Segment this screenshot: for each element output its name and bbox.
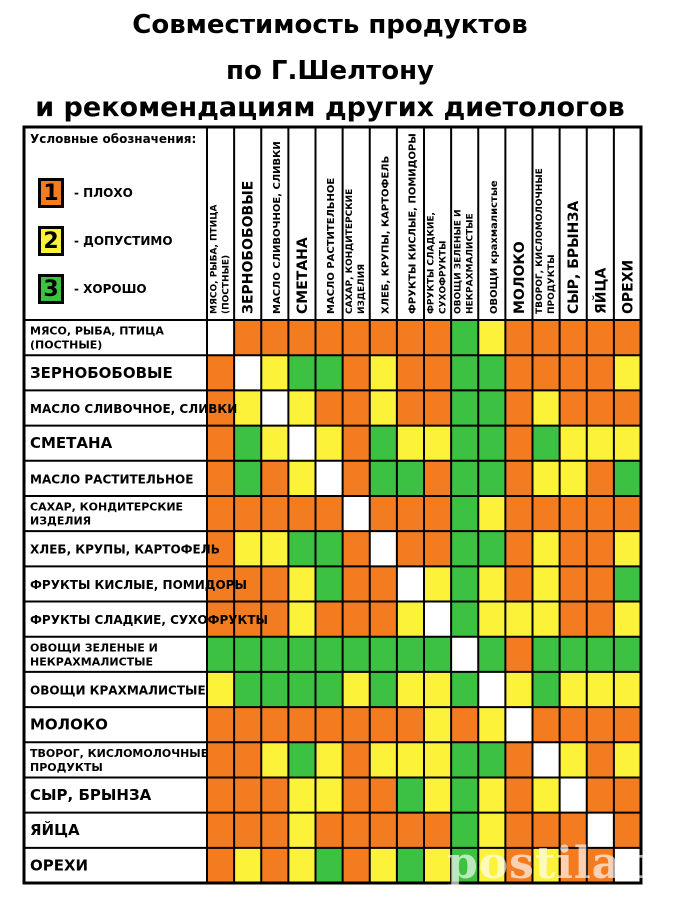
cell-r13-c14 [560, 742, 587, 777]
cell-r6-c3 [261, 496, 288, 531]
column-label-text: МОЛОКО [511, 241, 528, 314]
cell-r12-c4 [288, 707, 315, 742]
cell-r7-c4 [288, 531, 315, 566]
cell-r16-c3 [261, 848, 288, 883]
cell-r10-c2 [234, 637, 261, 672]
column-label-text: ЯЙЦА [593, 267, 610, 314]
cell-r7-c9 [424, 531, 451, 566]
cell-r10-c13 [533, 637, 560, 672]
cell-r1-c5 [316, 320, 343, 355]
cell-r12-c15 [587, 707, 614, 742]
cell-r14-c16 [614, 777, 641, 812]
cell-r11-c7 [370, 672, 397, 707]
cell-r1-c13 [533, 320, 560, 355]
cell-r7-c11 [478, 531, 505, 566]
cell-r8-c7 [370, 566, 397, 601]
column-label [380, 156, 391, 314]
cell-r4-c9 [424, 426, 451, 461]
cell-r8-c3 [261, 566, 288, 601]
row-label: ТВОРОГ, КИСЛОМОЛОЧНЫЕ ПРОДУКТЫ [30, 746, 209, 774]
cell-r11-c14 [560, 672, 587, 707]
cell-r5-c4 [288, 461, 315, 496]
cell-r5-c14 [560, 461, 587, 496]
cell-r1-c10 [451, 320, 478, 355]
cell-r6-c10 [451, 496, 478, 531]
cell-r1-c12 [505, 320, 532, 355]
cell-r2-c5 [316, 355, 343, 390]
cell-r13-c11 [478, 742, 505, 777]
cell-r8-c5 [316, 566, 343, 601]
cell-r6-c16 [614, 496, 641, 531]
cell-r1-c8 [397, 320, 424, 355]
cell-r9-c10 [451, 602, 478, 637]
cell-r15-c5 [316, 813, 343, 848]
legend-label-1: - ПЛОХО [74, 186, 133, 200]
cell-r12-c1 [207, 707, 234, 742]
cell-r5-c3 [261, 461, 288, 496]
column-label [295, 237, 311, 314]
cell-r9-c5 [316, 602, 343, 637]
cell-r8-c4 [288, 566, 315, 601]
cell-r5-c16 [614, 461, 641, 496]
cell-r16-c8 [397, 848, 424, 883]
cell-r12-c13 [533, 707, 560, 742]
cell-r5-c12 [505, 461, 532, 496]
row-label: ОВОЩИ ЗЕЛЕНЫЕ И НЕКРАХМАЛИСТЫЕ [30, 641, 158, 669]
legend-item-good [38, 272, 147, 306]
cell-r4-c14 [560, 426, 587, 461]
cell-r4-c15 [587, 426, 614, 461]
cell-r13-c1 [207, 742, 234, 777]
cell-r13-c15 [587, 742, 614, 777]
cell-r3-c6 [343, 390, 370, 425]
column-label [210, 204, 232, 314]
column-label [566, 201, 582, 314]
cell-r12-c14 [560, 707, 587, 742]
column-label-text: МЯСО, РЫБА, ПТИЦА (ПОСТНЫЕ) [209, 204, 232, 314]
cell-r9-c6 [343, 602, 370, 637]
cell-r10-c8 [397, 637, 424, 672]
cell-r9-c4 [288, 602, 315, 637]
cell-r14-c8 [397, 777, 424, 812]
column-label [241, 181, 257, 314]
cell-r12-c16 [614, 707, 641, 742]
cell-r11-c5 [316, 672, 343, 707]
cell-r7-c5 [316, 531, 343, 566]
cell-r4-c4 [288, 426, 315, 461]
cell-r13-c12 [505, 742, 532, 777]
cell-r3-c16 [614, 390, 641, 425]
cell-r11-c10 [451, 672, 478, 707]
cell-r16-c1 [207, 848, 234, 883]
cell-r2-c16 [614, 355, 641, 390]
column-label [489, 180, 500, 314]
cell-r1-c6 [343, 320, 370, 355]
column-label-text: ФРУКТЫ СЛАДКИЕ, СУХОФРУКТЫ [426, 212, 449, 314]
cell-r11-c6 [343, 672, 370, 707]
cell-r13-c2 [234, 742, 261, 777]
column-label [272, 141, 283, 314]
cell-r10-c3 [261, 637, 288, 672]
cell-r2-c7 [370, 355, 397, 390]
cell-r1-c15 [587, 320, 614, 355]
cell-r16-c6 [343, 848, 370, 883]
cell-r14-c13 [533, 777, 560, 812]
row-label: СЫР, БРЫНЗА [30, 786, 152, 805]
cell-r12-c3 [261, 707, 288, 742]
cell-r3-c2 [234, 390, 261, 425]
cell-r2-c14 [560, 355, 587, 390]
cell-r9-c9 [424, 602, 451, 637]
cell-r6-c11 [478, 496, 505, 531]
cell-r13-c8 [397, 742, 424, 777]
cell-r6-c1 [207, 496, 234, 531]
cell-r10-c6 [343, 637, 370, 672]
cell-r3-c15 [587, 390, 614, 425]
column-label [427, 212, 449, 314]
cell-r11-c2 [234, 672, 261, 707]
cell-r14-c14 [560, 777, 587, 812]
cell-r8-c15 [587, 566, 614, 601]
cell-r13-c10 [451, 742, 478, 777]
cell-r10-c10 [451, 637, 478, 672]
legend-swatch-1: 1 [38, 178, 64, 208]
cell-r8-c10 [451, 566, 478, 601]
cell-r16-c7 [370, 848, 397, 883]
cell-r5-c7 [370, 461, 397, 496]
cell-r7-c12 [505, 531, 532, 566]
cell-r16-c2 [234, 848, 261, 883]
cell-r2-c6 [343, 355, 370, 390]
cell-r15-c8 [397, 813, 424, 848]
cell-r1-c14 [560, 320, 587, 355]
cell-r9-c14 [560, 602, 587, 637]
cell-r14-c9 [424, 777, 451, 812]
legend-item-bad [38, 176, 133, 210]
cell-r16-c5 [316, 848, 343, 883]
cell-r1-c7 [370, 320, 397, 355]
watermark: postila.ru [447, 838, 695, 889]
legend-swatch-3: 3 [38, 274, 64, 304]
cell-r4-c8 [397, 426, 424, 461]
column-label-text: САХАР, КОНДИТЕРСКИЕ ИЗДЕЛИЯ [345, 188, 368, 314]
column-label-text: МАСЛО СЛИВОЧНОЕ, СЛИВКИ [271, 141, 283, 314]
cell-r11-c16 [614, 672, 641, 707]
row-label: ОРЕХИ [30, 856, 89, 875]
cell-r4-c5 [316, 426, 343, 461]
cell-r10-c11 [478, 637, 505, 672]
cell-r2-c12 [505, 355, 532, 390]
cell-r11-c15 [587, 672, 614, 707]
cell-r4-c11 [478, 426, 505, 461]
cell-r7-c2 [234, 531, 261, 566]
cell-r11-c12 [505, 672, 532, 707]
cell-r5-c13 [533, 461, 560, 496]
column-label-text: ХЛЕБ, КРУПЫ, КАРТОФЕЛЬ [380, 155, 392, 314]
cell-r2-c4 [288, 355, 315, 390]
cell-r7-c3 [261, 531, 288, 566]
cell-r14-c6 [343, 777, 370, 812]
cell-r12-c7 [370, 707, 397, 742]
cell-r8-c14 [560, 566, 587, 601]
cell-r4-c3 [261, 426, 288, 461]
cell-r14-c2 [234, 777, 261, 812]
column-label-text: ОВОЩИ крахмалистые [488, 180, 500, 314]
cell-r13-c4 [288, 742, 315, 777]
column-label-text: ЗЕРНОБОБОВЫЕ [240, 180, 257, 314]
cell-r12-c8 [397, 707, 424, 742]
row-label: ОВОЩИ КРАХМАЛИСТЫЕ [30, 683, 206, 698]
cell-r4-c10 [451, 426, 478, 461]
legend-label-2: - ДОПУСТИМО [74, 234, 173, 248]
column-label-text: ТВОРОГ, КИСЛОМОЛОЧНЫЕ ПРОДУКТЫ [535, 168, 558, 314]
cell-r5-c8 [397, 461, 424, 496]
row-label: МАСЛО СЛИВОЧНОЕ, СЛИВКИ [30, 401, 238, 416]
cell-r7-c8 [397, 531, 424, 566]
cell-r6-c2 [234, 496, 261, 531]
cell-r10-c12 [505, 637, 532, 672]
cell-r6-c12 [505, 496, 532, 531]
cell-r12-c12 [505, 707, 532, 742]
cell-r15-c6 [343, 813, 370, 848]
column-label-text: МАСЛО РАСТИТЕЛЬНОЕ [326, 177, 338, 314]
cell-r1-c3 [261, 320, 288, 355]
column-label-text: СЫР, БРЫНЗА [566, 200, 583, 314]
column-label-text: ОВОЩИ ЗЕЛЕНЫЕ И НЕКРАХМАЛИСТЫЕ [453, 209, 476, 314]
cell-r16-c4 [288, 848, 315, 883]
cell-r8-c16 [614, 566, 641, 601]
cell-r4-c16 [614, 426, 641, 461]
cell-r8-c12 [505, 566, 532, 601]
cell-r7-c6 [343, 531, 370, 566]
cell-r1-c2 [234, 320, 261, 355]
cell-r8-c11 [478, 566, 505, 601]
cell-r2-c1 [207, 355, 234, 390]
cell-r15-c2 [234, 813, 261, 848]
title-line-3: и рекомендациям других диетологов [35, 92, 625, 123]
cell-r2-c3 [261, 355, 288, 390]
row-label: МЯСО, РЫБА, ПТИЦА (ПОСТНЫЕ) [30, 324, 164, 352]
cell-r3-c4 [288, 390, 315, 425]
column-label [592, 268, 609, 314]
cell-r3-c7 [370, 390, 397, 425]
row-label: САХАР, КОНДИТЕРСКИЕ ИЗДЕЛИЯ [30, 500, 184, 528]
cell-r1-c4 [288, 320, 315, 355]
cell-r7-c10 [451, 531, 478, 566]
cell-r5-c6 [343, 461, 370, 496]
column-label [345, 189, 367, 314]
cell-r3-c12 [505, 390, 532, 425]
cell-r11-c1 [207, 672, 234, 707]
cell-r5-c2 [234, 461, 261, 496]
cell-r5-c1 [207, 461, 234, 496]
cell-r4-c12 [505, 426, 532, 461]
cell-r9-c7 [370, 602, 397, 637]
cell-r12-c5 [316, 707, 343, 742]
cell-r14-c12 [505, 777, 532, 812]
column-label [326, 178, 337, 314]
cell-r6-c15 [587, 496, 614, 531]
cell-r1-c9 [424, 320, 451, 355]
cell-r2-c15 [587, 355, 614, 390]
cell-r12-c11 [478, 707, 505, 742]
cell-r11-c8 [397, 672, 424, 707]
column-label-text: ФРУКТЫ КИСЛЫЕ, ПОМИДОРЫ [407, 133, 419, 314]
cell-r7-c7 [370, 531, 397, 566]
cell-r10-c5 [316, 637, 343, 672]
cell-r14-c3 [261, 777, 288, 812]
legend-swatch-2: 2 [38, 226, 64, 256]
cell-r11-c11 [478, 672, 505, 707]
cell-r3-c3 [261, 390, 288, 425]
cell-r1-c11 [478, 320, 505, 355]
cell-r2-c2 [234, 355, 261, 390]
row-label: ЗЕРНОБОБОВЫЕ [30, 363, 173, 382]
cell-r14-c7 [370, 777, 397, 812]
cell-r14-c15 [587, 777, 614, 812]
cell-r13-c7 [370, 742, 397, 777]
cell-r13-c9 [424, 742, 451, 777]
cell-r14-c1 [207, 777, 234, 812]
cell-r14-c5 [316, 777, 343, 812]
cell-r15-c3 [261, 813, 288, 848]
cell-r9-c15 [587, 602, 614, 637]
cell-r8-c13 [533, 566, 560, 601]
cell-r5-c15 [587, 461, 614, 496]
cell-r6-c14 [560, 496, 587, 531]
cell-r12-c2 [234, 707, 261, 742]
cell-r14-c10 [451, 777, 478, 812]
legend [30, 132, 210, 302]
row-label: МАСЛО РАСТИТЕЛЬНОЕ [30, 472, 194, 487]
cell-r2-c11 [478, 355, 505, 390]
cell-r5-c10 [451, 461, 478, 496]
column-label-text: СМЕТАНА [294, 237, 311, 314]
cell-r6-c8 [397, 496, 424, 531]
cell-r4-c7 [370, 426, 397, 461]
cell-r15-c4 [288, 813, 315, 848]
cell-r11-c4 [288, 672, 315, 707]
cell-r4-c13 [533, 426, 560, 461]
cell-r2-c9 [424, 355, 451, 390]
cell-r10-c7 [370, 637, 397, 672]
cell-r8-c6 [343, 566, 370, 601]
cell-r4-c1 [207, 426, 234, 461]
cell-r10-c1 [207, 637, 234, 672]
cell-r3-c8 [397, 390, 424, 425]
cell-r7-c15 [587, 531, 614, 566]
cell-r7-c13 [533, 531, 560, 566]
cell-r7-c14 [560, 531, 587, 566]
cell-r9-c13 [533, 602, 560, 637]
cell-r13-c5 [316, 742, 343, 777]
cell-r1-c1 [207, 320, 234, 355]
cell-r1-c16 [614, 320, 641, 355]
cell-r3-c9 [424, 390, 451, 425]
cell-r2-c8 [397, 355, 424, 390]
cell-r2-c13 [533, 355, 560, 390]
cell-r14-c4 [288, 777, 315, 812]
row-label: ХЛЕБ, КРУПЫ, КАРТОФЕЛЬ [30, 542, 220, 557]
cell-r9-c12 [505, 602, 532, 637]
cell-r2-c10 [451, 355, 478, 390]
cell-r6-c4 [288, 496, 315, 531]
column-label [454, 209, 476, 314]
cell-r8-c8 [397, 566, 424, 601]
cell-r3-c13 [533, 390, 560, 425]
legend-label-3: - ХОРОШО [74, 282, 147, 296]
row-label: ФРУКТЫ КИСЛЫЕ, ПОМИДОРЫ [30, 577, 247, 592]
cell-r10-c16 [614, 637, 641, 672]
cell-r12-c9 [424, 707, 451, 742]
row-label: МОЛОКО [30, 715, 108, 734]
title-line-2: по Г.Шелтону [226, 56, 434, 86]
cell-r5-c5 [316, 461, 343, 496]
legend-item-acceptable [38, 224, 173, 258]
cell-r11-c3 [261, 672, 288, 707]
cell-r6-c13 [533, 496, 560, 531]
cell-r11-c13 [533, 672, 560, 707]
column-label-text: ОРЕХИ [620, 259, 637, 314]
column-label [407, 133, 418, 314]
cell-r12-c6 [343, 707, 370, 742]
cell-r3-c10 [451, 390, 478, 425]
cell-r9-c8 [397, 602, 424, 637]
column-label [535, 168, 557, 314]
cell-r3-c5 [316, 390, 343, 425]
cell-r14-c11 [478, 777, 505, 812]
cell-r7-c16 [614, 531, 641, 566]
column-label [512, 241, 528, 314]
cell-r4-c6 [343, 426, 370, 461]
cell-r3-c14 [560, 390, 587, 425]
cell-r5-c11 [478, 461, 505, 496]
cell-r3-c11 [478, 390, 505, 425]
cell-r10-c15 [587, 637, 614, 672]
row-label: СМЕТАНА [30, 434, 113, 453]
column-label [620, 260, 636, 314]
cell-r13-c6 [343, 742, 370, 777]
cell-r6-c9 [424, 496, 451, 531]
cell-r10-c4 [288, 637, 315, 672]
cell-r10-c9 [424, 637, 451, 672]
cell-r9-c11 [478, 602, 505, 637]
cell-r6-c7 [370, 496, 397, 531]
row-label: ЯЙЦА [30, 821, 80, 840]
cell-r11-c9 [424, 672, 451, 707]
cell-r13-c16 [614, 742, 641, 777]
cell-r5-c9 [424, 461, 451, 496]
cell-r8-c9 [424, 566, 451, 601]
legend-title: Условные обозначения: [30, 132, 197, 146]
cell-r6-c5 [316, 496, 343, 531]
title-line-1: Совместимость продуктов [132, 10, 528, 40]
cell-r13-c3 [261, 742, 288, 777]
cell-r15-c1 [207, 813, 234, 848]
row-label: ФРУКТЫ СЛАДКИЕ, СУХОФРУКТЫ [30, 613, 268, 628]
cell-r15-c7 [370, 813, 397, 848]
cell-r6-c6 [343, 496, 370, 531]
cell-r13-c13 [533, 742, 560, 777]
cell-r10-c14 [560, 637, 587, 672]
cell-r9-c16 [614, 602, 641, 637]
cell-r12-c10 [451, 707, 478, 742]
cell-r4-c2 [234, 426, 261, 461]
